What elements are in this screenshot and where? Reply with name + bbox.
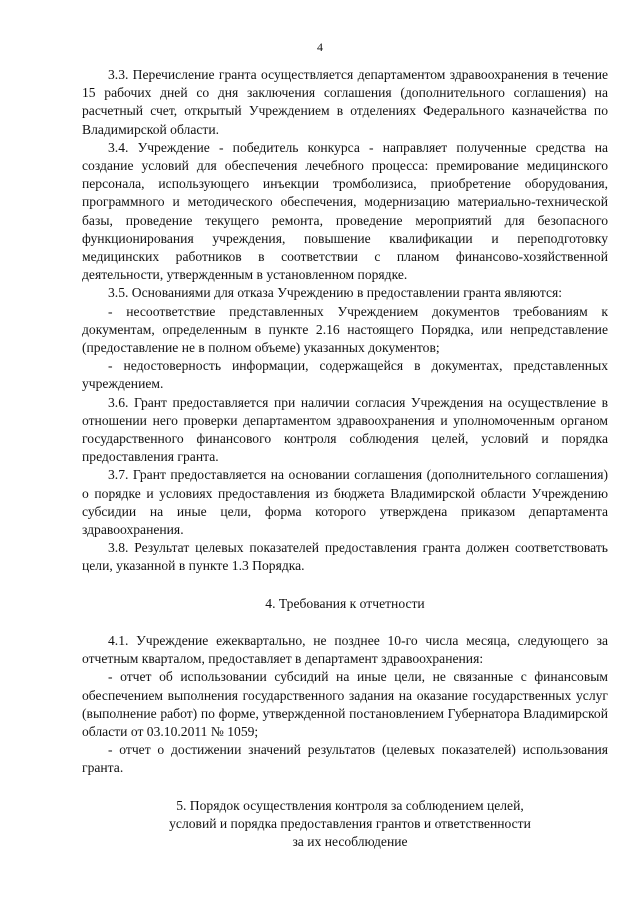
- list-item-mismatch: - несоответствие представленных Учреждением документов требованиям к документам, определенным в пункте 2.16 настоящего Порядка, или непредставление (предоставление не в полном объеме) указанных документов;: [82, 303, 608, 356]
- paragraph-3-3: 3.3. Перечисление гранта осуществляется департаментом здравоохранения в течение 15 рабочих дней со дня заключения соглашения (дополнительного соглашения) на расчетный счет, открытый Учреждением в отделениях Федерального казначейства по Владимирской области.: [82, 67, 608, 137]
- paragraph-3-5: 3.5. Основаниями для отказа Учреждению в предоставлении гранта являются:: [108, 285, 563, 301]
- page-number: 4: [317, 40, 323, 54]
- paragraph-3-8: 3.8. Результат целевых показателей предоставления гранта должен соответствовать цели, указанной в пункте 1.3 Порядка.: [82, 540, 608, 574]
- section-5-title-line: 5. Порядок осуществления контроля за соблюдением целей,: [176, 797, 524, 813]
- paragraph-3-7: 3.7. Грант предоставляется на основании соглашения (дополнительного соглашения) о порядке и условиях предоставления из бюджета Владимирской области Учреждению субсидии на иные цели, форма которого утверждена приказом департамента здравоохранения.: [82, 467, 608, 538]
- list-item-results-report: - отчет о достижении значений результатов (целевых показателей) использования гранта.: [82, 742, 608, 776]
- list-item-subsidy-report: - отчет об использовании субсидий на иные цели, не связанные с финансовым обеспечением выполнения государственного задания на оказание государственных услуг (выполнение работ) по форме, утвержденной постановлением Губернатора Владимирской области от 03.10.2011 № 1059;: [82, 669, 608, 739]
- section-5-title-line: условий и порядка предоставления грантов и ответственности: [169, 815, 531, 831]
- document-body: [82, 66, 608, 851]
- paragraph-3-6: 3.6. Грант предоставляется при наличии согласия Учреждения на осуществление в отношении него проверки департаментом здравоохранения и уполномоченным органом государственного финансового контроля соблюдения целей, условий и порядка предоставления гранта.: [82, 394, 608, 465]
- section-5-title: [82, 797, 608, 852]
- paragraph-3-4: 3.4. Учреждение - победитель конкурса - направляет полученные средства на создание условий для обеспечения лечебного процесса: премирование медицинского персонала, использующего инъекции тромболизиса, приобретение оборудования, программного и методического обеспечения, модернизацию материально-технической базы, проведение текущего ремонта, проведение мероприятий для безопасного функционирования учреждения, повышение квалификации и переподготовку медицинских работников в соответствии с планом финансово-хозяйственной деятельности, утвержденным в установленном порядке.: [82, 139, 608, 283]
- section-4-title: 4. Требования к отчетности: [265, 595, 425, 611]
- section-5-title-line: за их несоблюдение: [292, 833, 408, 849]
- list-item-inaccuracy: - недостоверность информации, содержащейся в документах, представленных учреждением.: [82, 358, 608, 392]
- paragraph-4-1: 4.1. Учреждение ежеквартально, не позднее 10-го числа месяца, следующего за отчетным кварталом, предоставляет в департамент здравоохранения:: [82, 632, 608, 667]
